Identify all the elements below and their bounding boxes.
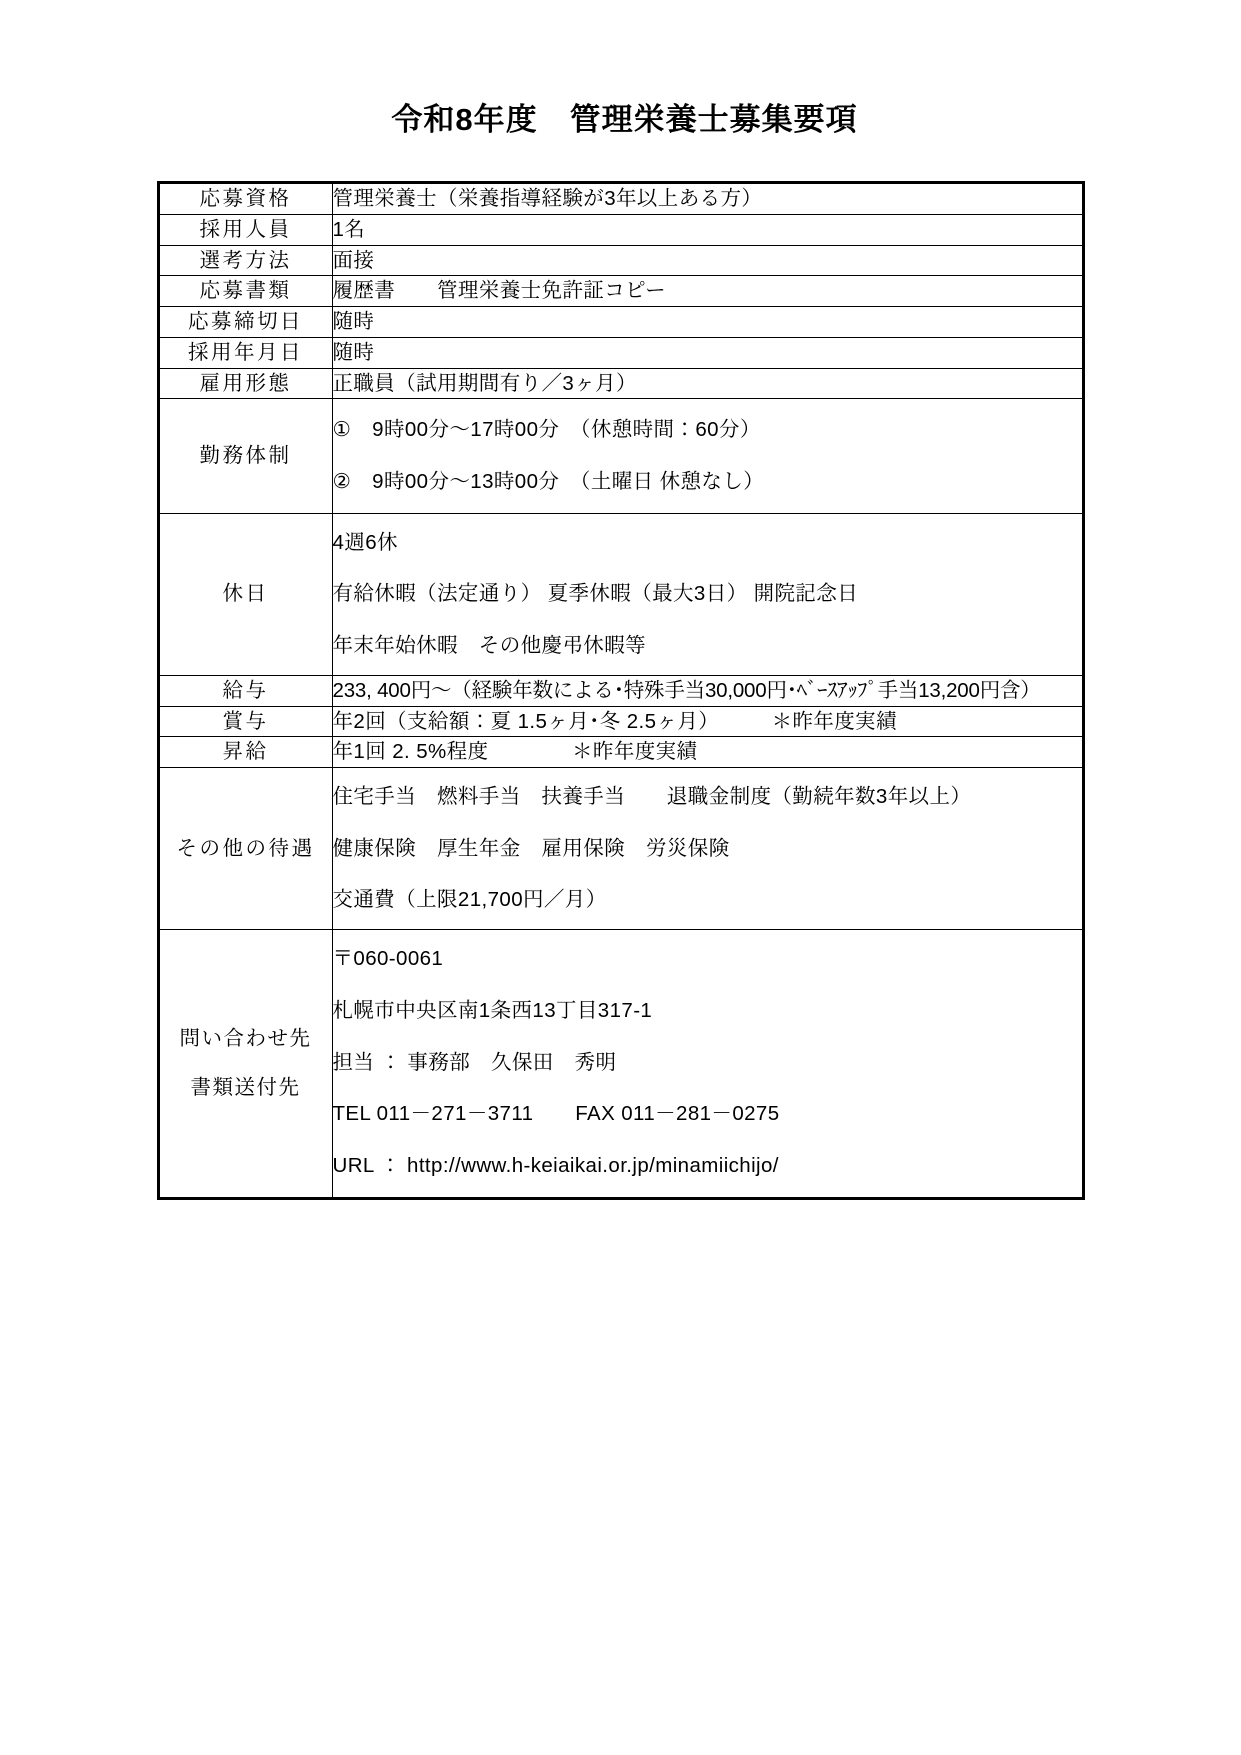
value-line: 面接 bbox=[332, 248, 375, 272]
spec-table-container bbox=[157, 138, 1085, 1200]
row-label-pay-raise: 昇給 bbox=[158, 737, 332, 768]
row-value-salary bbox=[332, 675, 1083, 706]
label-line: 書類送付先 bbox=[190, 1076, 301, 1100]
value-line: 交通費（上限21,700円／月） bbox=[332, 888, 607, 912]
value-line: 随時 bbox=[332, 340, 375, 364]
value-line: 年末年始休暇 その他慶弔休暇等 bbox=[332, 634, 646, 658]
row-value-bonus bbox=[332, 706, 1083, 737]
value-line: 有給休暇（法定通り） 夏季休暇（最大3日） 開院記念日 bbox=[332, 582, 859, 606]
contact-address: 札幌市中央区南1条西13丁目317-1 bbox=[332, 998, 653, 1022]
row-value-employment-type bbox=[332, 368, 1083, 399]
value-line: 管理栄養士（栄養指導経験が3年以上ある方） bbox=[332, 187, 763, 211]
value-line: 1名 bbox=[332, 217, 366, 241]
row-value-holidays bbox=[332, 513, 1083, 675]
row-label-other-benefits: その他の待遇 bbox=[158, 767, 332, 929]
row-label-qualification: 応募資格 bbox=[158, 183, 332, 215]
row-value-other-benefits bbox=[332, 767, 1083, 929]
value-line: 随時 bbox=[332, 310, 375, 334]
row-label-deadline: 応募締切日 bbox=[158, 307, 332, 338]
value-line: 4週6休 bbox=[332, 530, 398, 554]
contact-url: URL ： http://www.h-keiaikai.or.jp/minamiichijo/ bbox=[332, 1154, 779, 1177]
row-label-documents: 応募書類 bbox=[158, 276, 332, 307]
row-value-pay-raise bbox=[332, 737, 1083, 768]
row-label-headcount: 採用人員 bbox=[158, 214, 332, 245]
table-row bbox=[158, 767, 1083, 929]
table-row bbox=[158, 737, 1083, 768]
contact-phone-fax: TEL 011－271－3711 FAX 011－281－0275 bbox=[332, 1102, 780, 1126]
table-row bbox=[158, 399, 1083, 513]
row-value-documents bbox=[332, 276, 1083, 307]
row-value-deadline bbox=[332, 307, 1083, 338]
table-row bbox=[158, 276, 1083, 307]
value-line: 履歴書 管理栄養士免許証コピー bbox=[332, 279, 667, 303]
table-row bbox=[158, 307, 1083, 338]
table-row bbox=[158, 245, 1083, 276]
value-line: 年2回（支給額：夏 1.5ヶ月･冬 2.5ヶ月） ＊昨年度実績 bbox=[332, 709, 897, 733]
row-label-contact bbox=[158, 930, 332, 1199]
value-line: 健康保険 厚生年金 雇用保険 労災保険 bbox=[332, 836, 730, 860]
row-label-selection-method: 選考方法 bbox=[158, 245, 332, 276]
table-row bbox=[158, 214, 1083, 245]
row-label-bonus: 賞与 bbox=[158, 706, 332, 737]
row-label-salary: 給与 bbox=[158, 675, 332, 706]
label-line: 問い合わせ先 bbox=[179, 1026, 312, 1050]
table-row bbox=[158, 368, 1083, 399]
table-row bbox=[158, 183, 1083, 215]
value-line: ② 9時00分～13時00分 （土曜日 休憩なし） bbox=[332, 469, 765, 493]
table-row bbox=[158, 675, 1083, 706]
row-value-qualification bbox=[332, 183, 1083, 215]
contact-person: 担当 ： 事務部 久保田 秀明 bbox=[332, 1050, 617, 1074]
table-row bbox=[158, 706, 1083, 737]
value-line: 正職員（試用期間有り／3ヶ月） bbox=[332, 371, 637, 395]
row-value-work-schedule bbox=[332, 399, 1083, 513]
value-line: 233, 400円～（経験年数による･特殊手当30,000円･ﾍﾞｰｽｱｯﾌﾟ手当13,200円含） bbox=[332, 678, 1041, 702]
row-label-start-date: 採用年月日 bbox=[158, 337, 332, 368]
row-value-contact bbox=[332, 930, 1083, 1199]
contact-postal-code: 〒060-0061 bbox=[332, 947, 444, 971]
row-label-work-schedule: 勤務体制 bbox=[158, 399, 332, 513]
table-row bbox=[158, 513, 1083, 675]
table-row bbox=[158, 337, 1083, 368]
value-line: ① 9時00分～17時00分 （休憩時間：60分） bbox=[332, 418, 761, 442]
table-row bbox=[158, 930, 1083, 1199]
page-title: 令和8年度 管理栄養士募集要項 bbox=[391, 102, 858, 137]
value-line: 住宅手当 燃料手当 扶養手当 退職金制度（勤続年数3年以上） bbox=[332, 784, 972, 808]
row-value-headcount bbox=[332, 214, 1083, 245]
row-label-holidays: 休日 bbox=[158, 513, 332, 675]
spec-table-body bbox=[158, 183, 1083, 1199]
value-line: 年1回 2. 5%程度 ＊昨年度実績 bbox=[332, 740, 698, 764]
row-label-employment-type: 雇用形態 bbox=[158, 368, 332, 399]
recruitment-spec-table bbox=[157, 181, 1085, 1200]
row-value-selection-method bbox=[332, 245, 1083, 276]
row-value-start-date bbox=[332, 337, 1083, 368]
